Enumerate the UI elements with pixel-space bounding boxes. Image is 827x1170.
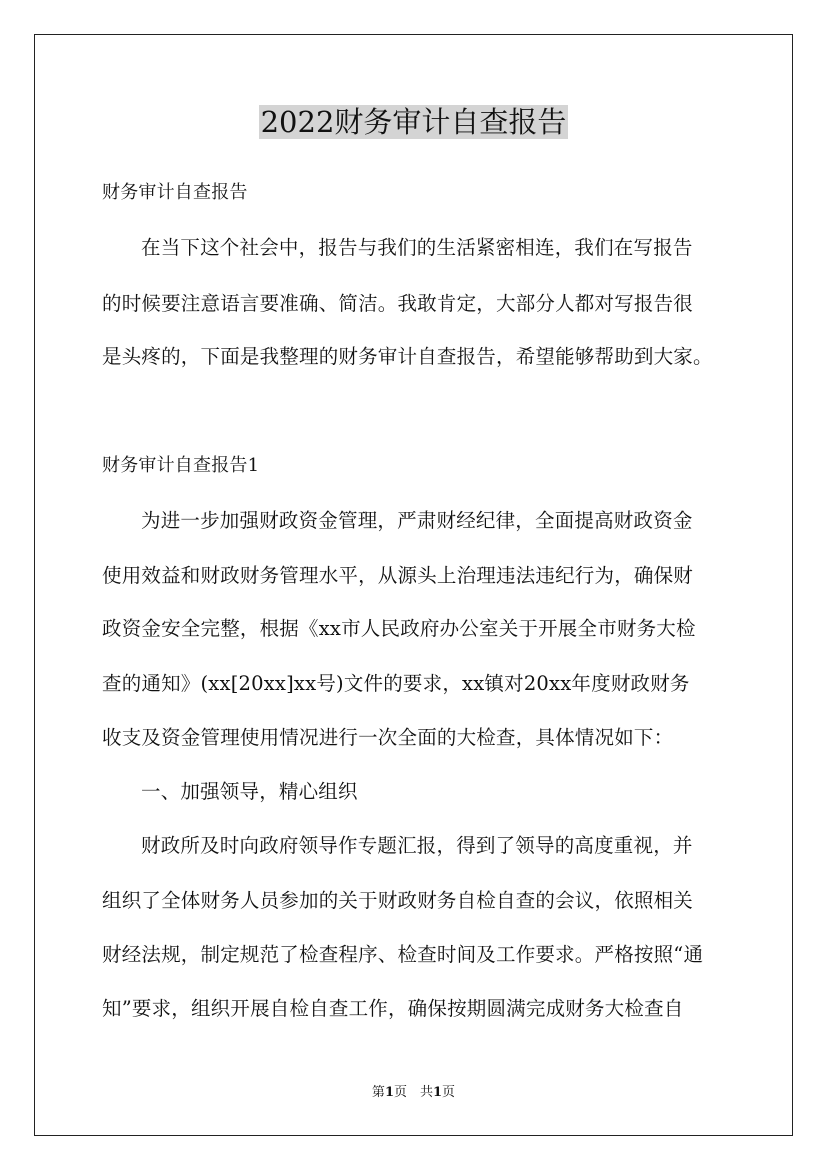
paragraph-line: 财经法规，制定规范了检查程序、检查时间及工作要求。严格按照“通 [102,943,704,966]
subheading: 一、加强领导，精心组织 [141,780,358,803]
paragraph-line: 为进一步加强财政资金管理，严肃财经纪律，全面提高财政资金 [141,509,693,532]
footer-suffix: 页 [442,1085,456,1100]
paragraph-line: 组织了全体财务人员参加的关于财政财务自检自查的会议，依照相关 [102,889,694,912]
document-subtitle: 财务审计自查报告 [102,182,248,203]
paragraph-line: 政资金安全完整，根据《xx市人民政府办公室关于开展全市财务大检 [102,617,696,640]
paragraph-line: 收支及资金管理使用情况进行一次全面的大检查，具体情况如下： [102,726,674,749]
paragraph-line: 知”要求，组织开展自检自查工作，确保按期圆满完成财务大检查自 [102,997,684,1020]
document-title [0,102,827,142]
section-heading: 财务审计自查报告1 [102,455,260,476]
footer-page-number: 1 [384,1085,394,1100]
intro-line: 是头疼的，下面是我整理的财务审计自查报告，希望能够帮助到大家。 [102,345,713,368]
footer-mid: 页 共 [393,1085,433,1100]
footer-prefix: 第 [371,1085,385,1100]
paragraph-line: 使用效益和财政财务管理水平，从源头上治理违法违纪行为，确保财 [102,564,694,587]
paragraph-line: 查的通知》(xx[20xx]xx号)文件的要求，xx镇对20xx年度财政财务 [102,672,690,695]
page-footer [0,1084,827,1102]
document-title-text: 2022财务审计自查报告 [260,105,567,139]
intro-line: 在当下这个社会中，报告与我们的生活紧密相连，我们在写报告 [141,236,693,259]
intro-line: 的时候要注意语言要准确、简洁。我敢肯定，大部分人都对写报告很 [102,292,694,315]
footer-total-pages: 1 [433,1085,443,1100]
paragraph-line: 财政所及时向政府领导作专题汇报，得到了领导的高度重视，并 [141,834,693,857]
